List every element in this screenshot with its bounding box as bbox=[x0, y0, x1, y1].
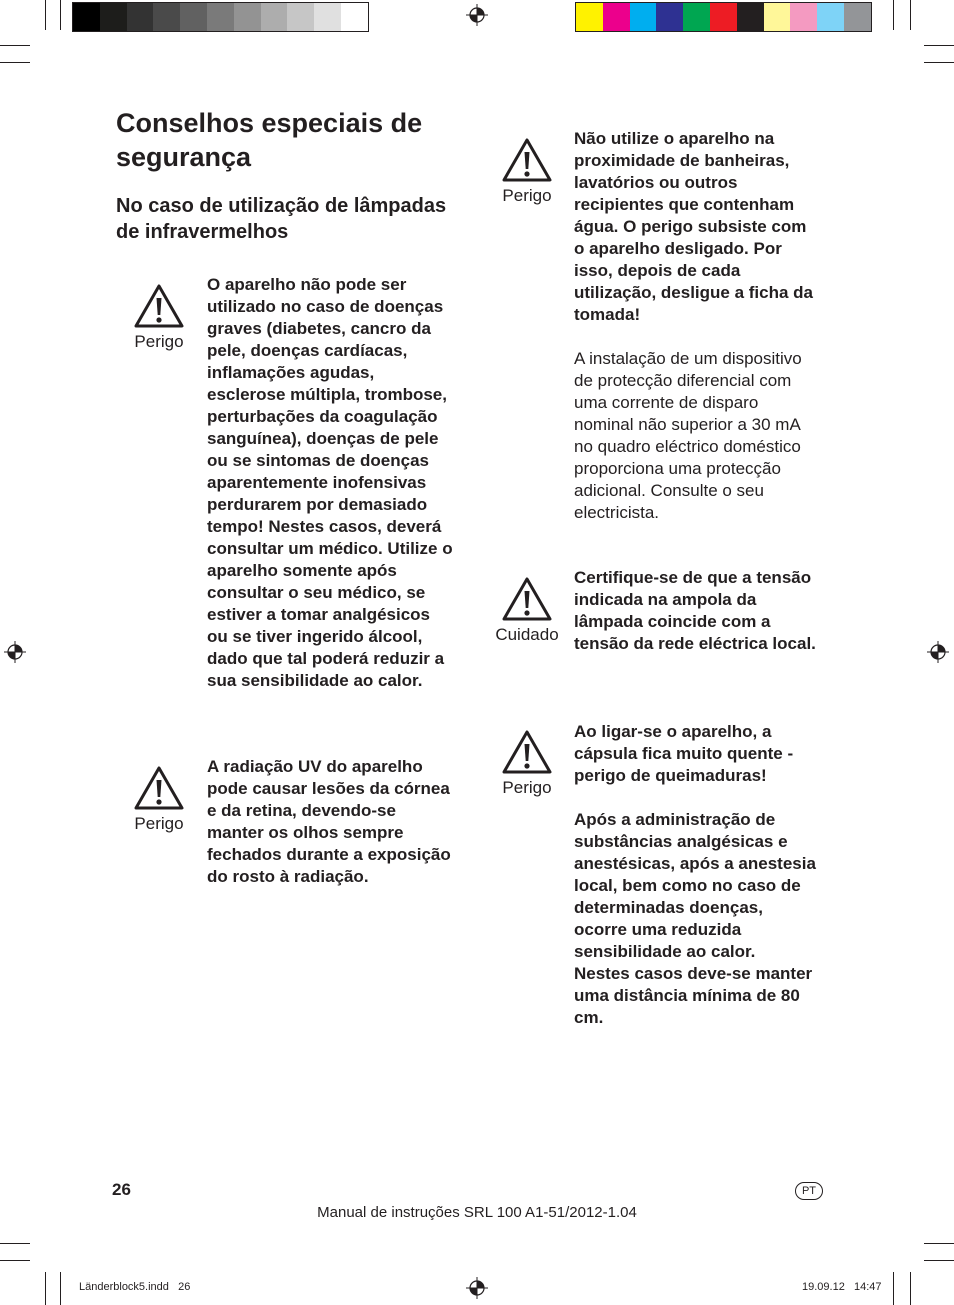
warning-text: O aparelho não pode ser utilizado no caso de doenças graves (diabetes, cancro da pele, doenças cardíacas, inflamações agudas, esclerose múltipla, trombose, perturbações da coagulação sanguínea), doenças de pele ou se sintomas de doenças aparentemente inofensivas perdurarem por demasiado tempo! Nestes casos, deverá consultar um médico. Utilize o aparelho somente após consultar o seu médico, se estiver a tomar analgésicos ou se tiver ingerido álcool, dado que tal poderá reduzir a sua sensibilidade ao calor. bbox=[207, 275, 453, 690]
page-number: 26 bbox=[112, 1180, 131, 1199]
color-swatch bbox=[287, 3, 314, 31]
registration-mark-icon bbox=[466, 4, 488, 26]
color-swatch bbox=[710, 3, 737, 31]
color-swatch bbox=[73, 3, 100, 31]
crop-mark bbox=[45, 0, 46, 30]
warning-block-5 bbox=[496, 729, 558, 798]
warning-text: Nestes casos deve-se manter uma distância mínima de 80 cm. bbox=[574, 964, 813, 1027]
color-swatch bbox=[234, 3, 261, 31]
color-swatch bbox=[817, 3, 844, 31]
warning-block-3 bbox=[496, 137, 558, 206]
color-swatch bbox=[127, 3, 154, 31]
warning-text-group bbox=[574, 721, 820, 1029]
warning-label: Cuidado bbox=[495, 625, 559, 644]
crop-mark bbox=[60, 1272, 61, 1305]
crop-mark bbox=[910, 0, 911, 30]
color-swatch bbox=[737, 3, 764, 31]
color-swatch bbox=[261, 3, 288, 31]
warning-label: Perigo bbox=[502, 186, 552, 205]
warning-triangle-icon bbox=[501, 576, 553, 622]
crop-mark bbox=[924, 45, 954, 46]
warning-triangle-icon bbox=[501, 729, 553, 775]
color-swatch bbox=[764, 3, 791, 31]
section-subtitle: No caso de utilização de lâmpadas de infravermelhos bbox=[116, 195, 447, 243]
info-text: A instalação de um dispositivo de protecção diferencial com uma corrente de disparo nominal não superior a 30 mA no quadro eléctrico doméstico proporciona uma protecção adicional. Consulte o seu electricista. bbox=[574, 349, 802, 522]
registration-mark-icon bbox=[466, 1277, 488, 1299]
warning-label: Perigo bbox=[502, 778, 552, 797]
color-swatch bbox=[341, 3, 368, 31]
warning-text-group bbox=[574, 128, 820, 524]
slug-file-info: Länderblock5.indd 26 bbox=[79, 1281, 191, 1293]
crop-mark bbox=[893, 0, 894, 30]
warning-block-4 bbox=[488, 576, 566, 645]
crop-mark bbox=[45, 1272, 46, 1305]
crop-mark bbox=[924, 1243, 954, 1244]
crop-mark bbox=[924, 1260, 954, 1261]
color-swatch bbox=[656, 3, 683, 31]
warning-label: Perigo bbox=[134, 332, 184, 351]
crop-mark bbox=[924, 62, 954, 63]
color-swatch bbox=[314, 3, 341, 31]
warning-text: Ao ligar-se o aparelho, a cápsula fica muito quente - perigo de queimaduras! bbox=[574, 722, 794, 785]
manual-reference: Manual de instruções SRL 100 A1-51/2012-1.04 bbox=[317, 1204, 637, 1221]
slug-date-info: 19.09.12 14:47 bbox=[802, 1281, 882, 1293]
warning-triangle-icon bbox=[501, 137, 553, 183]
warning-text: Certifique-se de que a tensão indicada na ampola da lâmpada coincide com a tensão da rede eléctrica local. bbox=[574, 568, 816, 653]
color-swatch bbox=[180, 3, 207, 31]
grayscale-color-bar bbox=[72, 2, 369, 32]
warning-block-1 bbox=[128, 283, 190, 352]
warning-text: Após a administração de substâncias analgésicas e anestésicas, após a anestesia local, bem como no caso de determinadas doenças, ocorre uma reduzida sensibilidade ao calor. bbox=[574, 810, 816, 961]
warning-text: Não utilize o aparelho na proximidade de banheiras, lavatórios ou outros recipientes que contenham água. O perigo subsiste com o aparelho desligado. Por isso, depois de cada utilização, desligue a ficha da tomada! bbox=[574, 129, 814, 324]
warning-block-2 bbox=[128, 765, 190, 834]
color-swatch bbox=[630, 3, 657, 31]
color-swatch bbox=[576, 3, 603, 31]
crop-mark bbox=[910, 1272, 911, 1305]
color-swatch bbox=[603, 3, 630, 31]
crop-mark bbox=[893, 1272, 894, 1305]
process-color-bar bbox=[575, 2, 872, 32]
crop-mark bbox=[0, 1243, 30, 1244]
crop-mark bbox=[0, 1260, 30, 1261]
color-swatch bbox=[153, 3, 180, 31]
warning-triangle-icon bbox=[133, 283, 185, 329]
crop-mark bbox=[0, 45, 30, 46]
registration-mark-icon bbox=[4, 641, 26, 663]
color-swatch bbox=[207, 3, 234, 31]
warning-text: A radiação UV do aparelho pode causar lesões da córnea e da retina, devendo-se manter os olhos sempre fechados durante a exposição do rosto à radiação. bbox=[207, 757, 451, 886]
crop-mark bbox=[0, 62, 30, 63]
warning-triangle-icon bbox=[133, 765, 185, 811]
crop-mark bbox=[60, 0, 61, 30]
color-swatch bbox=[683, 3, 710, 31]
warning-label: Perigo bbox=[134, 814, 184, 833]
page-title: Conselhos especiais de segurança bbox=[116, 108, 423, 172]
color-swatch bbox=[100, 3, 127, 31]
color-swatch bbox=[790, 3, 817, 31]
color-swatch bbox=[844, 3, 871, 31]
language-badge: PT bbox=[795, 1182, 823, 1200]
registration-mark-icon bbox=[927, 641, 949, 663]
